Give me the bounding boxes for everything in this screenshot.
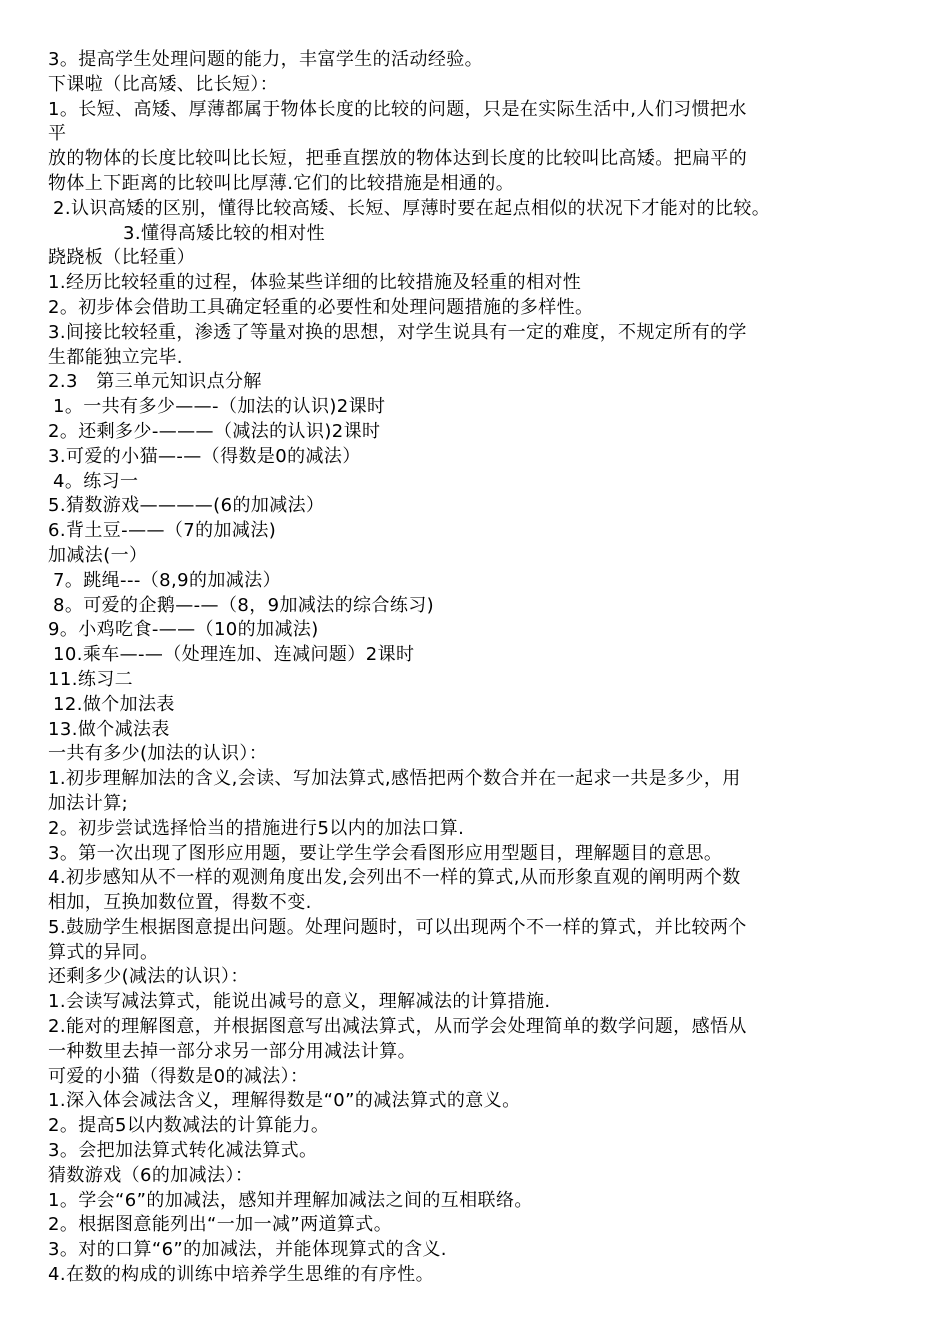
text-line: 10.乘车—-—（处理连加、连减问题）2课时 (53, 644, 415, 666)
text-line: 3.间接比较轻重，渗透了等量对换的思想，对学生说具有一定的难度，不规定所有的学 (48, 321, 747, 343)
text-line: 1.深入体会减法含义，理解得数是“0”的减法算式的意义。 (48, 1090, 521, 1112)
text-line: 2。提高5以内数减法的计算能力。 (48, 1115, 330, 1137)
text-line: 3。会把加法算式转化减法算式。 (48, 1140, 318, 1162)
text-line: 下课啦（比高矮、比长短）： (48, 73, 279, 95)
text-line: 2。根据图意能列出“一加一减”两道算式。 (48, 1214, 393, 1236)
text-line: 3。提高学生处理问题的能力，丰富学生的活动经验。 (48, 49, 484, 70)
text-line: 1.会读写减法算式，能说出减号的意义，理解减法的计算措施. (48, 991, 551, 1013)
text-line: 3。对的口算“6”的加减法，并能体现算式的含义. (48, 1239, 447, 1261)
text-line: 11.练习二 (48, 668, 134, 690)
text-line: 4.初步感知从不一样的观测角度出发,会列出不一样的算式,从而形象直观的阐明两个数 (48, 867, 741, 889)
text-line: 相加，互换加数位置，得数不变. (48, 892, 312, 914)
text-line: 1.经历比较轻重的过程，体验某些详细的比较措施及轻重的相对性 (48, 272, 582, 294)
text-line: 2。初步尝试选择恰当的措施进行5以内的加法口算. (48, 817, 465, 839)
text-line: 3.可爱的小猫—-—（得数是0的减法） (48, 445, 361, 467)
text-line: 12.做个加法表 (53, 693, 175, 715)
text-line: 生都能独立完毕. (48, 346, 183, 368)
text-line: 2。还剩多少-———（减法的认识)2课时 (48, 420, 381, 442)
text-line: 平 (48, 123, 67, 145)
text-line: 1。学会“6”的加减法，感知并理解加减法之间的互相联络。 (48, 1189, 533, 1211)
text-line: 8。可爱的企鹅—-—（8，9加减法的综合练习) (53, 594, 435, 616)
text-line: 1。一共有多少——-（加法的认识)2课时 (53, 396, 386, 418)
text-line: 1.初步理解加法的含义,会读、写加法算式,感悟把两个数合并在一起求一共是多少，用 (48, 768, 741, 790)
text-line: 3。第一次出现了图形应用题，要让学生学会看图形应用型题目，理解题目的意思。 (48, 842, 723, 864)
text-line: 5.猜数游戏————(6的加减法） (48, 495, 325, 517)
text-line: 加减法(一） (48, 544, 148, 566)
text-line: 2。初步体会借助工具确定轻重的必要性和处理问题措施的多样性。 (48, 296, 594, 318)
text-line: 4。练习一 (53, 470, 139, 492)
text-line: 加法计算; (48, 792, 129, 814)
text-line: 2.3 第三单元知识点分解 (48, 371, 262, 393)
text-line: 9。小鸡吃食-——（10的加减法) (48, 619, 319, 641)
text-line: 跷跷板（比轻重） (48, 247, 196, 269)
text-line: 一共有多少(加法的认识）： (48, 743, 268, 765)
text-line: 猜数游戏（6的加减法）： (48, 1164, 254, 1186)
text-line: 1。长短、高矮、厚薄都属于物体长度的比较的问题，只是在实际生活中,人们习惯把水 (48, 98, 747, 120)
text-line: 可爱的小猫（得数是0的减法）： (48, 1065, 309, 1087)
text-line: 放的物体的长度比较叫比长短，把垂直摆放的物体达到长度的比较叫比高矮。把扁平的 (48, 148, 748, 170)
text-line: 3.懂得高矮比较的相对性 (123, 222, 325, 244)
text-line: 7。跳绳---（8,9的加减法） (53, 569, 281, 591)
text-line: 6.背土豆-——（7的加减法) (48, 520, 277, 542)
text-line: 13.做个减法表 (48, 718, 170, 740)
document-body (48, 48, 918, 1288)
text-line: 2.能对的理解图意，并根据图意写出减法算式，从而学会处理简单的数学问题，感悟从 (48, 1016, 747, 1038)
text-line: 4.在数的构成的训练中培养学生思维的有序性。 (48, 1264, 434, 1286)
text-line: 物体上下距离的比较叫比厚薄.它们的比较措施是相通的。 (48, 172, 515, 194)
text-line: 还剩多少(减法的认识）： (48, 966, 249, 988)
text-line: 算式的异同。 (48, 941, 159, 963)
text-line: 一种数里去掉一部分求另一部分用减法计算。 (48, 1040, 416, 1062)
text-line: 2.认识高矮的区别，懂得比较高矮、长短、厚薄时要在起点相似的状况下才能对的比较。 (53, 197, 771, 219)
text-line: 5.鼓励学生根据图意提出问题。处理问题时，可以出现两个不一样的算式，并比较两个 (48, 916, 747, 938)
